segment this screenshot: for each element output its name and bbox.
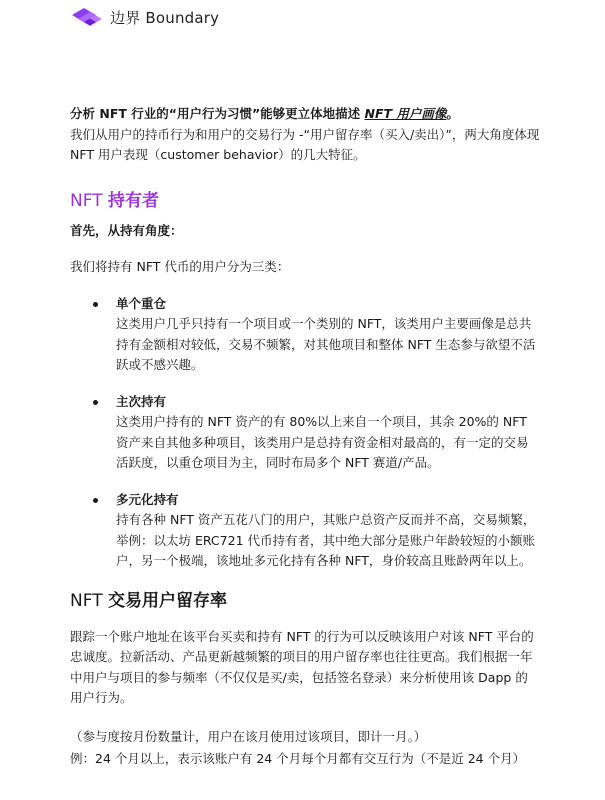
section-title-retention: NFT 交易用户留存率 bbox=[70, 590, 227, 611]
holder-types-list bbox=[70, 294, 540, 572]
list-item-title: 主次持有 bbox=[116, 393, 167, 409]
brand-name: 边界 Boundary bbox=[110, 8, 220, 27]
lead-text: 我们从用户的持币行为和用户的交易行为 -“用户留存率（买入/卖出）”，两大角度体现 NFT 用户表现（customer behavior）的几大特征。 bbox=[70, 126, 540, 162]
list-item bbox=[70, 294, 540, 376]
retention-example: 例：24 个月以上，表示该账户有 24 个月每个月都有交互行为（不是近 24 个月） bbox=[70, 751, 526, 766]
list-item-title: 多元化持有 bbox=[116, 491, 179, 507]
document-body bbox=[70, 104, 540, 770]
lead-strong: 分析 NFT 行业的“用户行为习惯”能够更立体地描述 bbox=[70, 106, 365, 121]
holding-intro: 我们将持有 NFT 代币的用户分为三类： bbox=[70, 259, 290, 274]
section-title-holders: NFT 持有者 bbox=[70, 190, 159, 211]
retention-note: （参与度按月份数量计，用户在该月使用过该项目，即计一月。） bbox=[70, 728, 427, 744]
list-item-desc: 持有各种 NFT 资产五花八门的用户，其账户总资产反而并不高，交易频繁，举例：以太坊 ERC721 代币持有者，其中绝大部分是账户年龄较短的小额账户，另一个极端，该地址多元化持有各种 NFT，身价较高且账龄两年以上。 bbox=[116, 512, 536, 568]
retention-paragraph: 跟踪一个账户地址在该平台买卖和持有 NFT 的行为可以反映该用户对该 NFT 平台的忠诚度。拉新活动、产品更新越频繁的项目的用户留存率也往往更高。我们根据一年中用户与项目的参与频率（不仅仅是买/卖，包括签名登录）来分析使用该 Dapp 的用户行为。 bbox=[70, 628, 534, 705]
lead-paragraph bbox=[70, 104, 540, 166]
bullet-icon bbox=[93, 400, 98, 405]
bullet-icon bbox=[93, 302, 98, 307]
list-item-title: 单个重仓 bbox=[116, 295, 167, 311]
bullet-icon bbox=[93, 498, 98, 503]
boundary-logo-icon bbox=[70, 5, 104, 29]
lead-strong-end: 。 bbox=[446, 106, 459, 121]
lead-emphasis: NFT 用户画像 bbox=[364, 106, 447, 121]
list-item bbox=[70, 392, 540, 474]
list-item-desc: 这类用户持有的 NFT 资产的有 80%以上来自一个项目，其余 20%的 NFT 资产来自其他多种项目，该类用户是总持有资金相对最高的，有一定的交易活跃度，以重仓项目为主，同时布局多个 NFT 赛道/产品。 bbox=[116, 414, 529, 470]
list-item-desc: 这类用户几乎只持有一个项目或一个类别的 NFT，该类用户主要画像是总共持有金额相对较低，交易不频繁，对其他项目和整体 NFT 生态参与欲望不活跃或不感兴趣。 bbox=[116, 316, 536, 372]
list-item bbox=[70, 490, 540, 572]
holding-subheading: 首先，从持有角度： bbox=[70, 222, 183, 238]
header bbox=[70, 2, 219, 32]
